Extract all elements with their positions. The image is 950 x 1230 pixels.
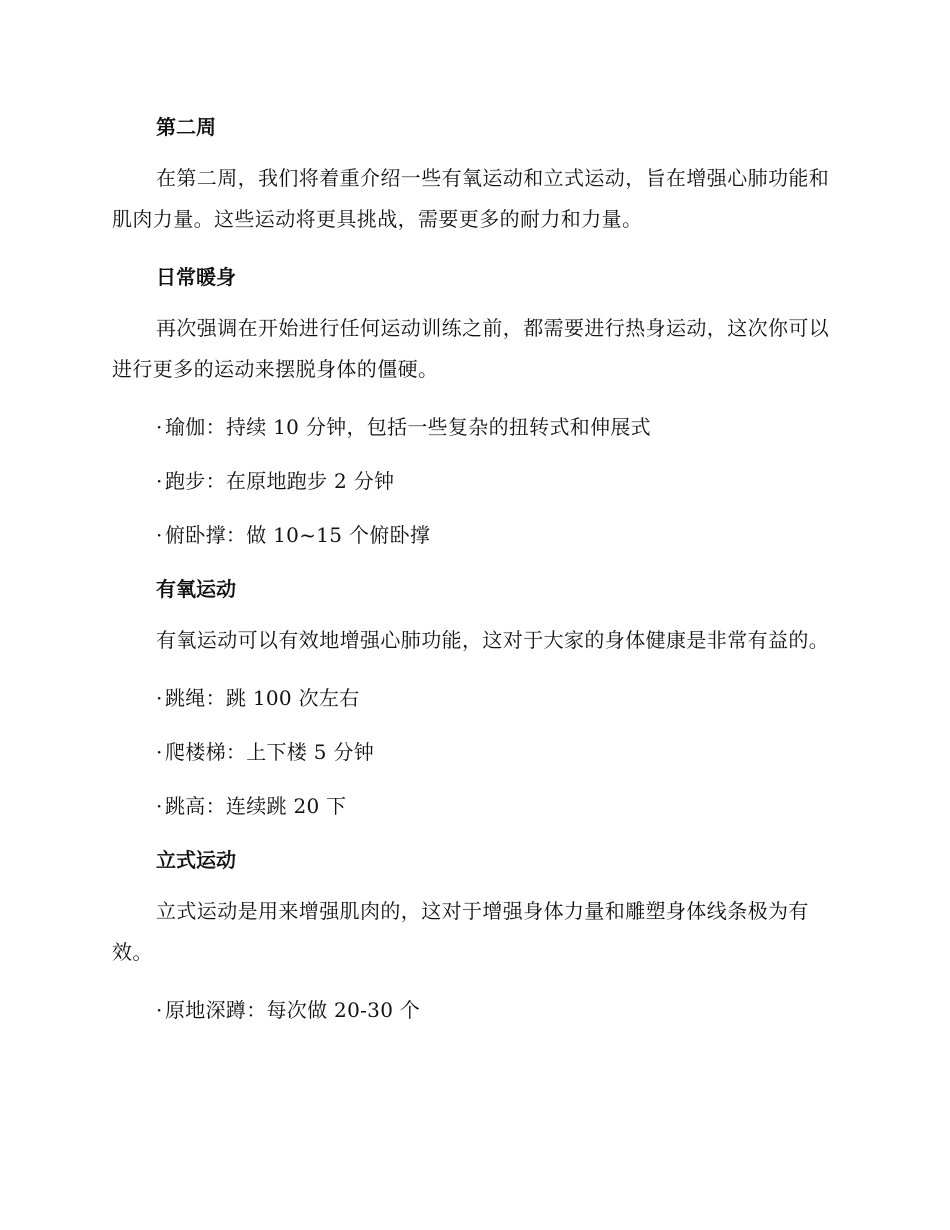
bullet-dot: · <box>156 523 163 547</box>
list-item <box>112 675 832 721</box>
list-item-text: 原地深蹲：每次做 20-30 个 <box>165 998 421 1022</box>
list-item-text: 跑步：在原地跑步 2 分钟 <box>165 469 395 493</box>
paragraph-aerobic-intro: 有氧运动可以有效地增强心肺功能，这对于大家的身体健康是非常有益的。 <box>156 628 830 652</box>
section-heading-week-two: 第二周 <box>156 115 216 139</box>
bullet-dot: · <box>156 469 163 493</box>
list-item <box>112 783 832 829</box>
list-item-text: 跳绳：跳 100 次左右 <box>165 686 360 710</box>
list-item-text: 爬楼梯：上下楼 5 分钟 <box>165 740 375 764</box>
paragraph-warmup-intro: 再次强调在开始进行任何运动训练之前，都需要进行热身运动，这次你可以进行更多的运动来摆脱身体的僵硬。 <box>112 316 830 381</box>
bullet-dot: · <box>156 740 163 764</box>
paragraph-week-two-intro: 在第二周，我们将着重介绍一些有氧运动和立式运动，旨在增强心肺功能和肌肉力量。这些运动将更具挑战，需要更多的耐力和力量。 <box>112 166 830 231</box>
list-item <box>112 729 832 775</box>
list-item-text: 瑜伽：持续 10 分钟，包括一些复杂的扭转式和伸展式 <box>165 415 651 439</box>
bullet-dot: · <box>156 686 163 710</box>
bullet-dot: · <box>156 998 163 1022</box>
list-item <box>112 512 832 558</box>
list-item <box>112 987 832 1033</box>
section-heading-warmup: 日常暖身 <box>156 265 236 289</box>
document-content <box>112 104 832 1041</box>
paragraph-standing-intro: 立式运动是用来增强肌肉的，这对于增强身体力量和雕塑身体线条极为有效。 <box>112 899 809 964</box>
section-heading-aerobic: 有氧运动 <box>156 577 236 601</box>
list-item <box>112 458 832 504</box>
list-item-text: 跳高：连续跳 20 下 <box>165 794 347 818</box>
section-heading-standing: 立式运动 <box>156 848 236 872</box>
list-item-text: 俯卧撑：做 10~15 个俯卧撑 <box>165 523 431 547</box>
list-item <box>112 404 832 450</box>
bullet-dot: · <box>156 794 163 818</box>
bullet-dot: · <box>156 415 163 439</box>
